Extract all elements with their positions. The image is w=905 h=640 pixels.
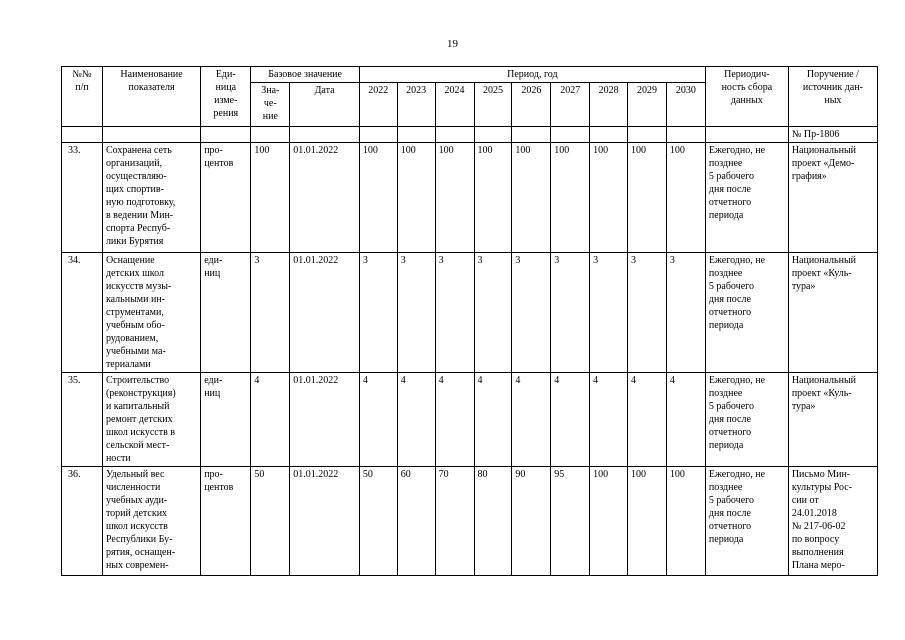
header-year: 2029 [628,83,667,127]
cell-year-value: 3 [512,253,551,373]
empty-cell [102,127,200,143]
empty-cell [666,127,705,143]
cell-year-value: 50 [359,467,397,576]
cell-year-value: 4 [628,373,667,467]
cell-year-value: 3 [551,253,590,373]
cell-year-value: 3 [435,253,474,373]
table-row [62,143,878,253]
cell-year-value: 4 [435,373,474,467]
cell-frequency: Ежегодно, не позднее 5 рабочего дня после отчетного периода [705,253,788,373]
header-frequency: Периодич- ность сбора данных [705,67,788,127]
cell-year-value: 4 [551,373,590,467]
table-row [62,253,878,373]
cell-year-value: 3 [397,253,435,373]
empty-cell [628,127,667,143]
header-num: №№ п/п [62,67,103,127]
cell-year-value: 100 [551,143,590,253]
cell-unit: еди- ниц [201,373,251,467]
cell-year-value: 100 [435,143,474,253]
cell-unit: про- центов [201,467,251,576]
cell-base-date: 01.01.2022 [290,467,360,576]
header-year: 2025 [474,83,512,127]
cell-base-value: 100 [251,143,290,253]
cell-year-value: 3 [474,253,512,373]
cell-base-value: 50 [251,467,290,576]
empty-cell [201,127,251,143]
page-number: 19 [447,38,458,50]
header-base-value: Зна- че- ние [251,83,290,127]
cell-unit: еди- ниц [201,253,251,373]
cell-year-value: 4 [666,373,705,467]
cell-num: 36. [62,467,103,576]
continuation-source: № Пр-1806 [788,127,877,143]
header-row-1 [62,67,878,83]
cell-name: Строительство (реконструкция) и капитальный ремонт детских школ искусств в сельской мест- ности [102,373,200,467]
cell-year-value: 60 [397,467,435,576]
empty-cell [397,127,435,143]
empty-cell [435,127,474,143]
header-year: 2030 [666,83,705,127]
cell-year-value: 100 [590,467,628,576]
empty-cell [705,127,788,143]
cell-year-value: 4 [512,373,551,467]
cell-year-value: 100 [474,143,512,253]
cell-source: Национальный проект «Куль- тура» [788,253,877,373]
cell-num: 33. [62,143,103,253]
header-unit: Еди- ница изме- рения [201,67,251,127]
cell-year-value: 100 [590,143,628,253]
cell-num: 34. [62,253,103,373]
cell-base-date: 01.01.2022 [290,143,360,253]
header-name: Наименование показателя [102,67,200,127]
cell-year-value: 100 [628,143,667,253]
cell-year-value: 100 [359,143,397,253]
cell-unit: про- центов [201,143,251,253]
header-year: 2024 [435,83,474,127]
header-period: Период, год [359,67,705,83]
header-base: Базовое значение [251,67,360,83]
cell-year-value: 100 [666,143,705,253]
cell-base-value: 3 [251,253,290,373]
cell-name: Сохранена сеть организаций, осуществляю- щих спортив- ную подготовку, в ведении Мин- спорта Респуб- лики Бурятия [102,143,200,253]
empty-cell [551,127,590,143]
cell-frequency: Ежегодно, не позднее 5 рабочего дня после отчетного периода [705,373,788,467]
cell-year-value: 95 [551,467,590,576]
cell-base-date: 01.01.2022 [290,373,360,467]
cell-frequency: Ежегодно, не позднее 5 рабочего дня после отчетного периода [705,467,788,576]
cell-year-value: 70 [435,467,474,576]
header-year: 2022 [359,83,397,127]
empty-cell [474,127,512,143]
header-year: 2027 [551,83,590,127]
cell-source: Письмо Мин- культуры Рос- сии от 24.01.2018 № 217-06-02 по вопросу выполнения Плана меро- [788,467,877,576]
empty-cell [290,127,360,143]
cell-year-value: 3 [628,253,667,373]
header-source: Поручение / источник дан- ных [788,67,877,127]
cell-base-value: 4 [251,373,290,467]
table-row [62,467,878,576]
cell-source: Национальный проект «Куль- тура» [788,373,877,467]
cell-name: Удельный вес численности учебных ауди- торий детских школ искусств Республики Бу- рятия, оснащен- ных современ- [102,467,200,576]
cell-year-value: 4 [397,373,435,467]
cell-num: 35. [62,373,103,467]
cell-year-value: 100 [666,467,705,576]
empty-cell [359,127,397,143]
cell-frequency: Ежегодно, не позднее 5 рабочего дня после отчетного периода [705,143,788,253]
header-year: 2023 [397,83,435,127]
empty-cell [62,127,103,143]
cell-year-value: 3 [666,253,705,373]
cell-year-value: 100 [628,467,667,576]
continuation-row [62,127,878,143]
header-year: 2026 [512,83,551,127]
cell-base-date: 01.01.2022 [290,253,360,373]
indicators-table [61,66,878,576]
cell-year-value: 80 [474,467,512,576]
cell-year-value: 3 [359,253,397,373]
empty-cell [590,127,628,143]
cell-year-value: 4 [590,373,628,467]
cell-year-value: 3 [590,253,628,373]
cell-year-value: 4 [359,373,397,467]
cell-year-value: 100 [397,143,435,253]
cell-name: Оснащение детских школ искусств музы- кальными ин- струментами, учебным обо- рудованием, учебными ма- териалами [102,253,200,373]
cell-source: Национальный проект «Демо- графия» [788,143,877,253]
header-year: 2028 [590,83,628,127]
empty-cell [512,127,551,143]
cell-year-value: 90 [512,467,551,576]
empty-cell [251,127,290,143]
header-base-date: Дата [290,83,360,127]
table-row [62,373,878,467]
cell-year-value: 4 [474,373,512,467]
cell-year-value: 100 [512,143,551,253]
